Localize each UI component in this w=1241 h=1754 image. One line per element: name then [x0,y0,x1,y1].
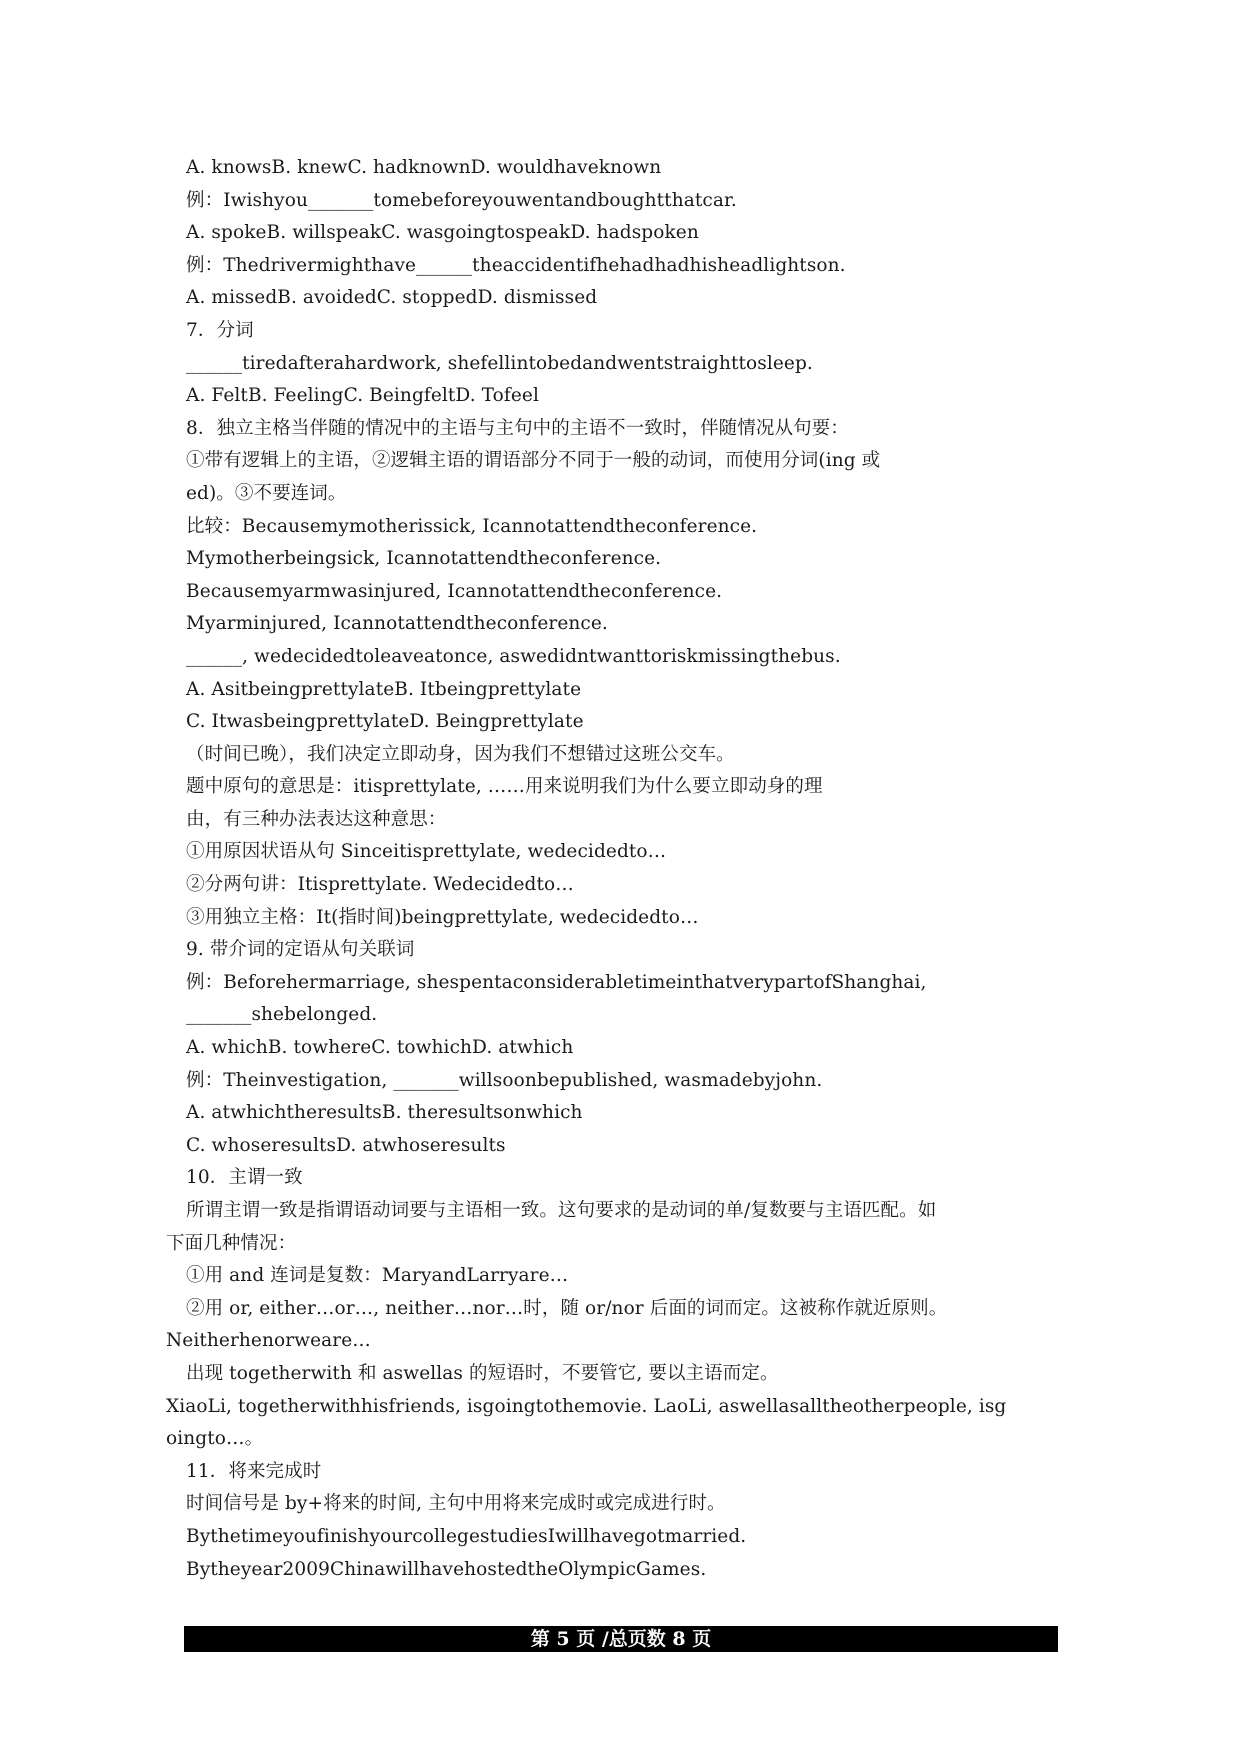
text-line: 下面几种情况： [166,1232,297,1254]
text-line: A. AsitbeingprettylateB. Itbeingprettylate [186,678,582,700]
text-line: 10．主谓一致 [186,1167,303,1189]
text-line: 例：Beforehermarriage, shespentaconsiderabletimeinthatverypartofShanghai, [186,971,927,993]
text-line: BythetimeyoufinishyourcollegestudiesIwillhavegotmarried. [186,1525,747,1547]
text-line: C. whoseresultsD. atwhoseresults [186,1134,506,1156]
text-line: ed)。③不要连词。 [186,482,347,504]
text-line: Mymotherbeingsick, Icannotattendtheconference. [186,548,662,570]
page-number-text: 第 5 页 /总页数 8 页 [530,1628,712,1650]
page-footer [184,1626,1058,1652]
text-line: A. spokeB. willspeakC. wasgoingtospeakD. hadspoken [186,222,699,244]
text-line: ②分两句讲：Itisprettylate. Wedecidedto… [186,874,574,896]
text-line: oingto…。 [166,1428,264,1450]
document-body [166,152,1046,1586]
text-line: ______tiredafterahardwork, shefellintobedandwentstraighttosleep. [186,352,813,374]
text-line: ①用 and 连词是复数：MaryandLarryare… [186,1265,569,1287]
text-line: Myarminjured, Icannotattendtheconference. [186,613,608,635]
text-line: 9. 带介词的定语从句关联词 [186,939,415,961]
text-line: A. missedB. avoidedC. stoppedD. dismissed [186,287,598,309]
text-line: A. whichB. towhereC. towhichD. atwhich [186,1037,574,1059]
text-line: 例：Theinvestigation, _______willsoonbepublished, wasmadebyjohn. [186,1069,823,1091]
text-line: 8．独立主格当伴随的情况中的主语与主句中的主语不一致时，伴随情况从句要： [186,417,849,439]
text-line: 出现 togetherwith 和 aswellas 的短语时，不要管它, 要以主语而定。 [186,1362,779,1384]
text-line: A. atwhichtheresultsB. theresultsonwhich [186,1102,583,1124]
text-line: ②用 or, either…or…, neither…nor…时，随 or/nor 后面的词而定。这被称作就近原则。 [186,1297,948,1319]
text-line: 例：Iwishyou_______tomebeforeyouwentandboughtthatcar. [186,189,737,211]
text-line: Bytheyear2009ChinawillhavehostedtheOlympicGames. [186,1558,707,1580]
text-line: ①用原因状语从句 Sinceitisprettylate, wedecidedto… [186,841,667,863]
text-line: 11．将来完成时 [186,1460,322,1482]
text-line: ______, wedecidedtoleaveatonce, aswedidntwanttoriskmissingthebus. [186,645,841,667]
text-line: Neitherhenorweare… [166,1330,371,1352]
text-line: 题中原句的意思是：itisprettylate, ……用来说明我们为什么要立即动身的理 [186,776,823,798]
text-line: ①带有逻辑上的主语，②逻辑主语的谓语部分不同于一般的动词，而使用分词(ing 或 [186,450,881,472]
text-line: _______shebelonged. [186,1004,378,1026]
text-line: 7．分词 [186,319,254,341]
text-line: C. ItwasbeingprettylateD. Beingprettylate [186,711,584,733]
text-line: 例：Thedrivermighthave______theaccidentifhehadhadhisheadlightson. [186,254,846,276]
text-line: A. knowsB. knewC. hadknownD. wouldhaveknown [186,157,662,178]
text-line: 所谓主谓一致是指谓语动词要与主语相一致。这句要求的是动词的单/复数要与主语匹配。如 [186,1200,937,1221]
text-line: 由，有三种办法表达这种意思： [186,808,447,830]
text-line: A. FeltB. FeelingC. BeingfeltD. Tofeel [186,385,539,407]
text-line: 时间信号是 by+将来的时间, 主句中用将来完成时或完成进行时。 [186,1493,726,1515]
text-line: 比较：Becausemymotherissick, Icannotattendtheconference. [186,515,758,537]
text-line: XiaoLi, togetherwithhisfriends, isgoingtothemovie. LaoLi, aswellasalltheotherpeople, isg [166,1395,1007,1417]
text-line: Becausemyarmwasinjured, Icannotattendtheconference. [186,580,723,602]
text-line: ③用独立主格：It(指时间)beingprettylate, wedecidedto… [186,906,699,928]
text-line: （时间已晚），我们决定立即动身，因为我们不想错过这班公交车。 [186,743,735,765]
